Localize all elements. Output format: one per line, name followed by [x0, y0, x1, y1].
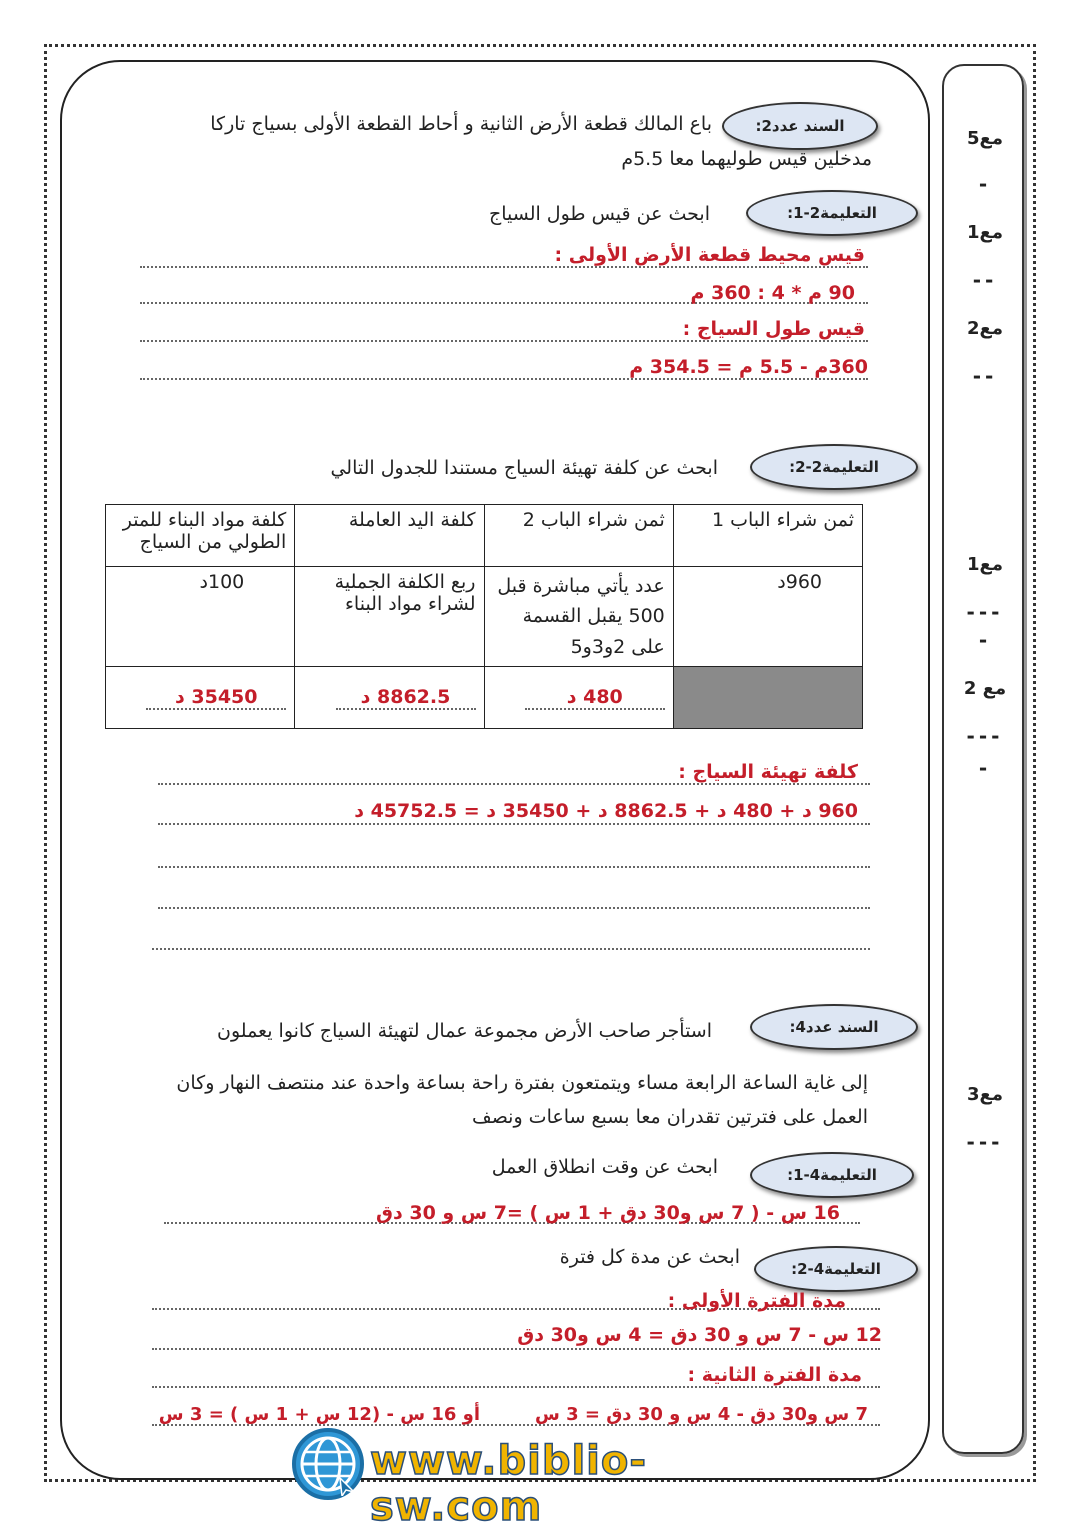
table-cell: 100د: [106, 567, 295, 667]
instruction-2-2-label: التعليمة2-2:: [750, 444, 918, 490]
sanad-4-label: السند عدد4:: [750, 1004, 918, 1050]
grading-sidebar: [942, 64, 1024, 1454]
answer-text: قيس محيط قطعة الأرض الأولى :: [554, 244, 865, 266]
instruction-4-1-label: التعليمة4-1:: [750, 1152, 914, 1198]
sidebar-dash: -: [978, 756, 992, 780]
answer-text: مدة الفترة الأولى :: [667, 1290, 846, 1312]
answer-line: [152, 948, 870, 950]
answer-line: [158, 866, 870, 868]
answer-text: قيس طول السياج :: [682, 318, 865, 340]
answer-text: كلفة تهيئة السياج :: [678, 761, 858, 783]
table-cell: عدد يأتي مباشرة قبل 500 يقبل القسمة على 2و3و5: [484, 567, 673, 667]
answer-line: [140, 378, 868, 380]
sidebar-item-label: مع 2: [963, 678, 1007, 699]
instruction-4-2-label: التعليمة4-2:: [754, 1246, 918, 1292]
sanad-2-label: السند عدد2:: [722, 102, 878, 150]
sidebar-item-label: مع5: [967, 128, 1003, 149]
table-header: كلفة مواد البناء للمتر الطولي من السياج: [106, 505, 295, 567]
answer-line: [158, 823, 870, 825]
instruction-4-1-text: ابحث عن وقت انطلاق العمل: [491, 1156, 718, 1178]
table-header: ثمن شراء الباب 1: [673, 505, 862, 567]
sidebar-dash: ---: [966, 724, 1004, 748]
instruction-2-1-label: التعليمة2-1:: [746, 190, 918, 236]
answer-text: 360م - 5.5 م = 354.5 م: [629, 356, 868, 378]
table-answer: 8862.5 د: [336, 686, 476, 710]
logo-text: www.biblio-sw.com: [370, 1438, 647, 1530]
answer-text: أو 16 س - (12 س + 1 س ) = 3 س: [158, 1404, 480, 1425]
instruction-2-2-text: ابحث عن كلفة تهيئة السياج مستندا للجدول التالي: [330, 457, 718, 479]
table-answer: 35450 د: [146, 686, 286, 710]
sidebar-dash: -: [978, 172, 992, 196]
sidebar-item-label: مع1: [967, 222, 1003, 243]
sidebar-item-label: مع1: [967, 554, 1003, 575]
sidebar-dash: -: [978, 628, 992, 652]
sanad-2-line-1: باع المالك قطعة الأرض الثانية و أحاط القطعة الأولى بسياج تاركا: [210, 113, 712, 135]
answer-line: [140, 340, 868, 342]
site-logo: [292, 1428, 792, 1530]
answer-text: 90 م * 4 : 360 م: [690, 282, 855, 304]
cost-table: [105, 504, 863, 729]
sidebar-dash: --: [972, 268, 998, 292]
table-cell: ربع الكلفة الجملية لشراء مواد البناء: [295, 567, 484, 667]
answer-text: 960 د + 480 د + 8862.5 د + 35450 د = 45752.5 د: [354, 800, 858, 822]
answer-line: [158, 783, 870, 785]
table-header: ثمن شراء الباب 2: [484, 505, 673, 567]
answer-line: [158, 907, 870, 909]
sanad-4-line-2: إلى غاية الساعة الرابعة مساء ويتمتعون بفترة راحة بساعة واحدة عند منتصف النهار وكان: [176, 1072, 868, 1094]
answer-line: [152, 1348, 880, 1350]
sanad-2-line-2: مدخلين قيس طوليهما معا 5.5م: [621, 148, 872, 170]
answer-text: 7 س و30 دق - 4 س و 30 دق = 3 س: [534, 1404, 868, 1425]
instruction-4-2-text: ابحث عن مدة كل فترة: [559, 1246, 740, 1268]
sidebar-dash: ---: [966, 1130, 1004, 1154]
sidebar-dash: ---: [966, 600, 1004, 624]
table-answer: 480 د: [525, 686, 665, 710]
globe-icon: [292, 1428, 364, 1500]
sanad-4-line-1: استأجر صاحب الأرض مجموعة عمال لتهيئة السياج كانوا يعملون: [217, 1020, 712, 1042]
sidebar-item-label: مع3: [967, 1084, 1003, 1105]
sidebar-item-label: مع2: [967, 318, 1003, 339]
table-cell: 960د: [673, 567, 862, 667]
instruction-2-1-text: ابحث عن قيس طول السياج: [488, 203, 710, 225]
answer-text: 12 س - 7 س و 30 دق = 4 س و30 دق: [517, 1324, 882, 1346]
answer-line: [140, 266, 868, 268]
table-cell-shaded: [673, 667, 862, 729]
table-header: كلفة اليد العاملة: [295, 505, 484, 567]
answer-line: [152, 1386, 880, 1388]
answer-text: 16 س - ( 7 س و30 دق + 1 س ) =7 س و 30 دق: [376, 1202, 840, 1224]
sidebar-dash: --: [972, 364, 998, 388]
sanad-4-line-3: العمل على فترتين تقدران معا بسبع ساعات ونصف: [472, 1106, 868, 1128]
answer-text: مدة الفترة الثانية :: [687, 1364, 862, 1386]
